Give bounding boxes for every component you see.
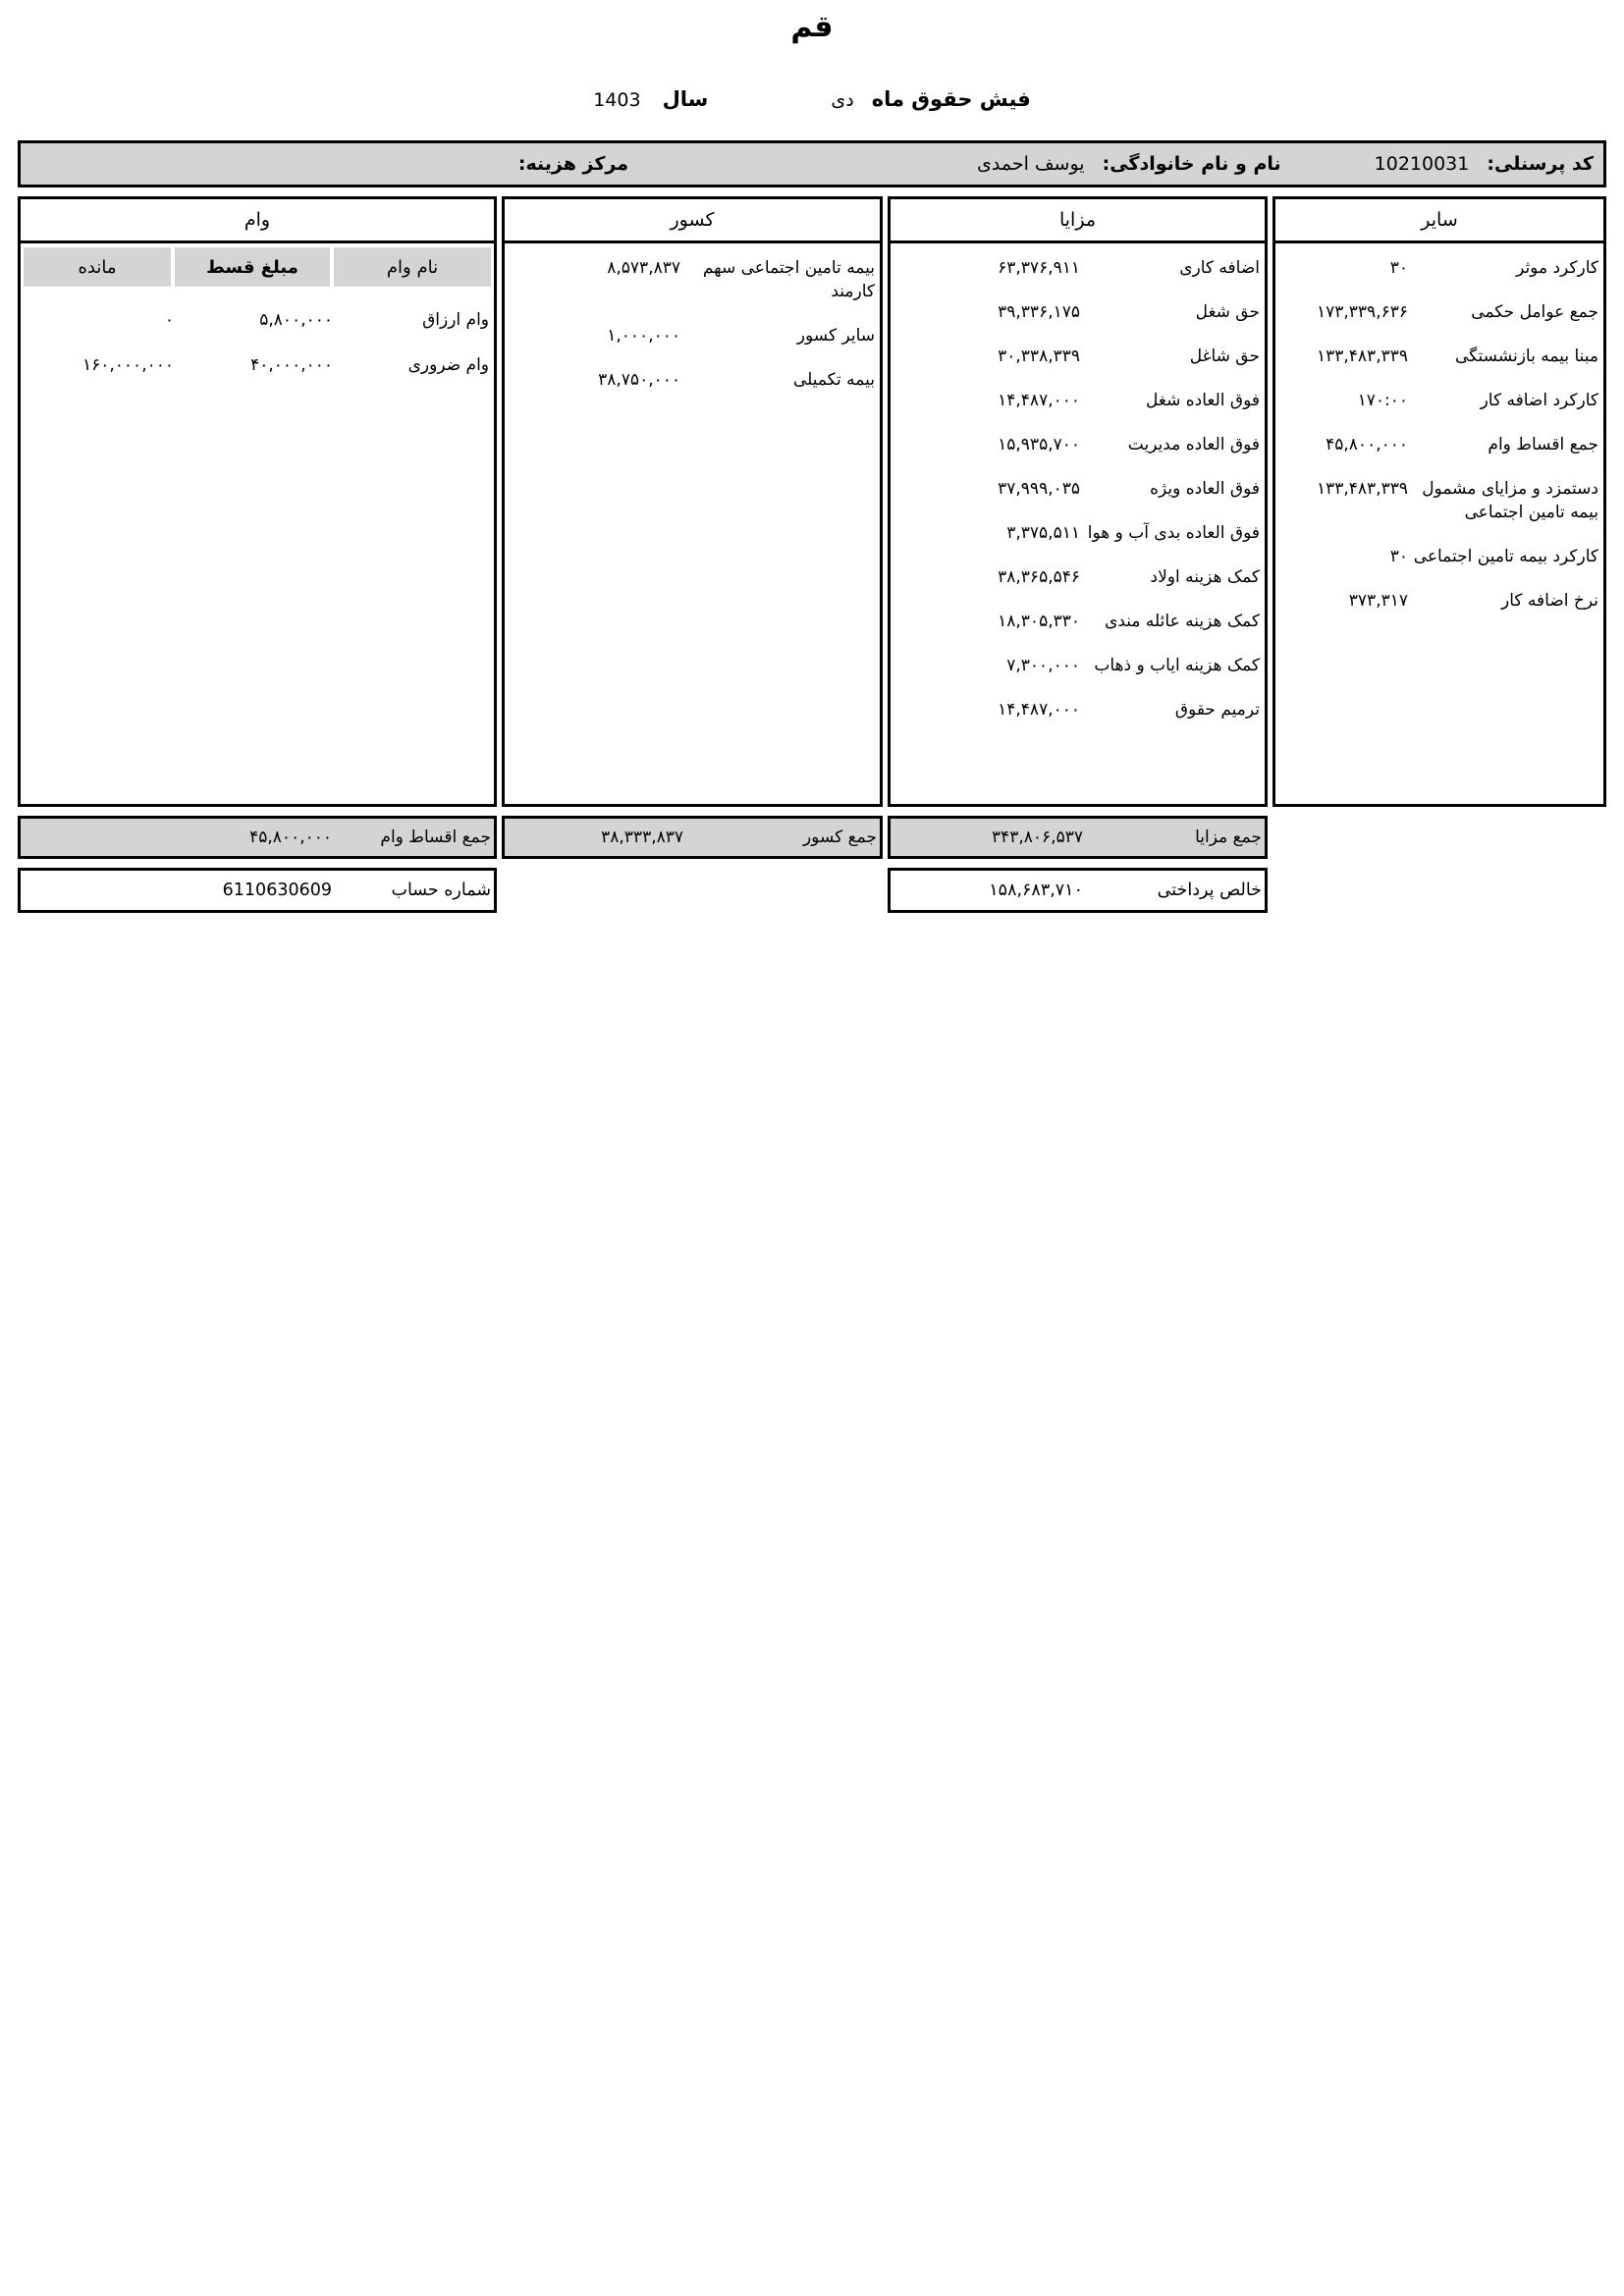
row-value: ۱۷۳,۳۳۹,۶۳۶ (1317, 302, 1408, 322)
row-value: ۳,۳۷۵,۵۱۱ (1006, 523, 1080, 543)
deductions-total-bar (502, 816, 883, 859)
benefit-row (893, 521, 1262, 545)
year-value: 1403 (593, 89, 641, 111)
row-label: جمع اقساط وام (1488, 435, 1598, 454)
row-label: سایر کسور (796, 326, 875, 346)
deduction-row (508, 256, 877, 303)
benefits-total-value: ۳۴۳,۸۰۶,۵۳۷ (992, 828, 1083, 847)
other-row (1278, 345, 1600, 368)
loans-total-value: ۴۵,۸۰۰,۰۰۰ (249, 828, 332, 847)
row-label: فوق العاده ویژه (1150, 479, 1260, 499)
row-label: کارکرد موثر (1516, 258, 1598, 278)
loan-row (21, 353, 494, 377)
spacer (1272, 816, 1606, 859)
row-label: حق شاغل (1189, 347, 1260, 366)
benefits-total-bar (888, 816, 1268, 859)
benefits-column (888, 196, 1268, 807)
row-label: فوق العاده بدی آب و هوا (1087, 523, 1260, 543)
benefit-row (893, 300, 1262, 324)
row-value: ۱۴,۴۸۷,۰۰۰ (998, 700, 1080, 720)
other-row (1278, 433, 1600, 456)
loans-subheader (21, 243, 494, 287)
personnel-code-group (1375, 153, 1594, 175)
benefit-row (893, 433, 1262, 456)
row-value: ۳۷,۹۹۹,۰۳۵ (998, 479, 1080, 499)
account-number-box (18, 868, 497, 913)
row-value: ۳۸,۷۵۰,۰۰۰ (598, 370, 680, 390)
row-label: نرخ اضافه کار (1501, 591, 1598, 611)
fullname-group (977, 153, 1281, 175)
row-value: ۱۳۳,۴۸۳,۳۳۹ (1317, 479, 1408, 499)
net-pay-box (888, 868, 1268, 913)
row-value: ۱۳۳,۴۸۳,۳۳۹ (1317, 347, 1408, 366)
row-label: کمک هزینه عائله مندی (1105, 612, 1260, 631)
other-row (1278, 589, 1600, 613)
benefit-row (893, 345, 1262, 368)
row-value: ۱۸,۳۰۵,۳۳۰ (998, 612, 1080, 631)
row-label: فوق العاده شغل (1146, 391, 1260, 410)
row-value: ۳۸,۳۶۵,۵۴۶ (998, 567, 1080, 587)
row-value: ۳۰ (1389, 547, 1408, 566)
other-row (1278, 477, 1600, 524)
row-label: کارکرد اضافه کار (1480, 391, 1598, 410)
benefit-row (893, 565, 1262, 589)
cost-center-label: مرکز هزینه: (517, 153, 628, 175)
loans-column (18, 196, 497, 807)
loan-name: وام ارزاق (422, 310, 489, 330)
row-label: دستمزد و مزایای مشمول بیمه تامین اجتماعی (1422, 479, 1598, 522)
net-pay-label: خالص پرداختی (1157, 881, 1262, 900)
loan-name: وام ضروری (407, 355, 489, 375)
loans-total-label: جمع اقساط وام (380, 828, 491, 847)
row-label: حق شغل (1195, 302, 1260, 322)
fullname-label: نام و نام خانوادگی: (1102, 153, 1281, 175)
deductions-column-body (505, 243, 880, 392)
deduction-row (508, 368, 877, 392)
loan-balance-header: مانده (24, 247, 171, 287)
spacer (502, 868, 883, 913)
deductions-column (502, 196, 883, 807)
row-value: ۳۰ (1389, 258, 1408, 278)
loans-column-title: وام (21, 199, 494, 243)
payslip-month: دی (831, 89, 854, 111)
other-row (1278, 300, 1600, 324)
fullname-value: یوسف احمدی (977, 153, 1085, 175)
benefit-row (893, 610, 1262, 633)
payslip-subtitle (0, 87, 1624, 111)
row-value: ۷,۳۰۰,۰۰۰ (1006, 656, 1080, 675)
payslip-label: فیش حقوق ماه (871, 87, 1031, 111)
account-number-label: شماره حساب (391, 881, 491, 900)
benefits-column-body (891, 243, 1265, 721)
employee-header-bar (18, 140, 1606, 187)
row-label: بیمه تامین اجتماعی سهم کارمند (702, 258, 875, 301)
row-value: ۸,۵۷۳,۸۳۷ (607, 258, 680, 278)
deductions-column-title: کسور (505, 199, 880, 243)
account-number-value: 6110630609 (222, 881, 332, 900)
spacer (1272, 868, 1606, 913)
benefit-row (893, 654, 1262, 677)
net-pay-value: ۱۵۸,۶۸۳,۷۱۰ (989, 881, 1083, 900)
year-label: سال (662, 87, 709, 111)
cost-center-group (518, 153, 628, 175)
totals-row (18, 816, 1606, 859)
row-label: ترمیم حقوق (1174, 700, 1260, 720)
loan-installment-header: مبلغ قسط (175, 247, 330, 287)
row-label: کمک هزینه ایاب و ذهاب (1094, 656, 1260, 675)
row-label: بیمه تکمیلی (792, 370, 875, 390)
benefit-row (893, 477, 1262, 501)
other-column-title: سایر (1275, 199, 1603, 243)
row-value: ۳۷۳,۳۱۷ (1348, 591, 1408, 611)
row-label: اضافه کاری (1179, 258, 1260, 278)
other-row (1278, 256, 1600, 280)
row-label: فوق العاده مدیریت (1127, 435, 1260, 454)
other-column-body (1275, 243, 1603, 613)
deduction-row (508, 324, 877, 347)
row-value: ۶۳,۳۷۶,۹۱۱ (998, 258, 1080, 278)
loan-installment: ۵,۸۰۰,۰۰۰ (259, 310, 333, 330)
loan-row (21, 308, 494, 332)
deductions-total-value: ۳۸,۳۳۳,۸۳۷ (601, 828, 683, 847)
row-value: ۱,۰۰۰,۰۰۰ (607, 326, 680, 346)
row-label: جمع عوامل حکمی (1471, 302, 1598, 322)
loan-balance: ۱۶۰,۰۰۰,۰۰۰ (82, 355, 174, 375)
page-title: قم (790, 10, 834, 44)
benefits-total-label: جمع مزایا (1195, 828, 1262, 847)
benefit-row (893, 698, 1262, 721)
benefit-row (893, 389, 1262, 412)
loan-name-header: نام وام (334, 247, 491, 287)
bottom-row (18, 868, 1606, 913)
row-label: کارکرد بیمه تامین اجتماعی (1413, 547, 1598, 566)
other-row (1278, 389, 1600, 412)
row-value: ۳۰,۳۳۸,۳۳۹ (998, 347, 1080, 366)
row-label: کمک هزینه اولاد (1150, 567, 1260, 587)
loan-installment: ۴۰,۰۰۰,۰۰۰ (250, 355, 333, 375)
loan-balance: ۰ (164, 310, 174, 330)
loans-total-bar (18, 816, 497, 859)
row-value: ۳۹,۳۳۶,۱۷۵ (998, 302, 1080, 322)
personnel-code-label: کد پرسنلی: (1487, 153, 1594, 175)
row-value: ۱۴,۴۸۷,۰۰۰ (998, 391, 1080, 410)
other-row (1278, 545, 1600, 568)
row-label: مبنا بیمه بازنشستگی (1454, 347, 1598, 366)
row-value: ۴۵,۸۰۰,۰۰۰ (1326, 435, 1408, 454)
deductions-total-label: جمع کسور (802, 828, 877, 847)
benefits-column-title: مزایا (891, 199, 1265, 243)
benefit-row (893, 256, 1262, 280)
row-value: ۱۵,۹۳۵,۷۰۰ (998, 435, 1080, 454)
row-value: ۱۷۰:۰۰ (1357, 391, 1408, 410)
personnel-code-value: 10210031 (1374, 153, 1470, 175)
columns-grid (18, 196, 1606, 807)
other-column (1272, 196, 1606, 807)
